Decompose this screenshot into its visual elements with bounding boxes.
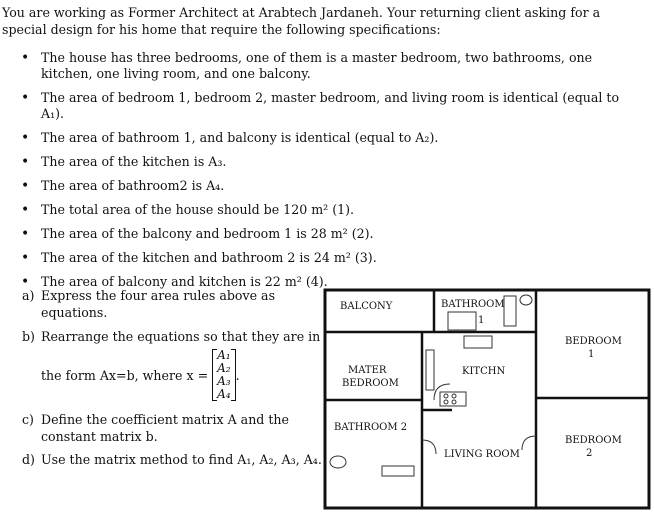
form-end: . — [235, 367, 240, 383]
room-label-master-line-1: MATER — [348, 365, 387, 376]
room-label-bedroom-2-number: 2 — [586, 448, 593, 459]
vector-entry: A₃ — [217, 374, 231, 388]
spec-item: • The area of bathroom 1, and balcony is identical (equal to A₂). — [0, 130, 630, 146]
vector-entry: A₂ — [217, 361, 231, 375]
unknown-vector-row — [41, 349, 322, 401]
vector-entry: A₄ — [217, 387, 231, 401]
question-d — [22, 451, 322, 468]
room-label-bedroom-1-number: 1 — [588, 349, 595, 360]
spec-item: • The area of balcony and kitchen is 22 m² (4). — [0, 274, 630, 290]
unknown-vector — [212, 349, 235, 401]
spec-item: • The area of bedroom 1, bedroom 2, master bedroom, and living room is identical (equal to A₁). — [0, 90, 630, 122]
floor-plan — [322, 260, 652, 512]
question-label: a) — [22, 288, 35, 303]
question-text: Rearrange the equations so that they are in — [41, 329, 321, 344]
question-list — [22, 287, 322, 468]
room-label-living-room: LIVING ROOM — [444, 449, 520, 460]
question-b — [22, 328, 322, 401]
spec-item: • The area of bathroom2 is A₄. — [0, 178, 630, 194]
room-label-balcony: BALCONY — [340, 301, 393, 312]
question-text: Define the coefficient matrix A and the constant matrix b. — [41, 412, 289, 444]
question-label: d) — [22, 452, 35, 467]
question-c — [22, 411, 322, 445]
vector-entry: A₁ — [217, 348, 231, 362]
room-label-bedroom-1: BEDROOM — [565, 336, 622, 347]
intro-paragraph: You are working as Former Architect at Arabtech Jardaneh. Your returning client asking for a special design for his home that require the following specifications: — [2, 5, 601, 37]
question-text: Express the four area rules above as equations. — [41, 288, 276, 320]
form-text: the form Ax=b, where x = — [41, 367, 209, 383]
spec-item: • The house has three bedrooms, one of them is a master bedroom, two bathrooms, one kitchen, one living room, and one balcony. — [0, 50, 630, 82]
spec-item: • The area of the kitchen and bathroom 2 is 24 m² (3). — [0, 250, 630, 266]
question-a — [22, 287, 322, 321]
spec-item: • The area of the balcony and bedroom 1 is 28 m² (2). — [0, 226, 630, 242]
question-label: c) — [22, 412, 34, 427]
spec-item: • The area of the kitchen is A₃. — [0, 154, 630, 170]
question-label: b) — [22, 329, 35, 344]
spec-item: • The total area of the house should be 120 m² (1). — [0, 202, 630, 218]
room-label-bedroom-2: BEDROOM — [565, 435, 622, 446]
room-label-kitchen: KITCHN — [462, 366, 506, 377]
question-text: Use the matrix method to find A₁, A₂, A₃, A₄. — [41, 452, 322, 467]
room-label-bathroom-1-number: 1 — [478, 315, 485, 326]
room-label-bathroom-2: BATHROOM 2 — [334, 422, 408, 433]
interior-walls — [325, 290, 649, 508]
room-label-bathroom-1: BATHROOM — [441, 299, 505, 310]
room-label-master-line-2: BEDROOM — [342, 378, 399, 389]
